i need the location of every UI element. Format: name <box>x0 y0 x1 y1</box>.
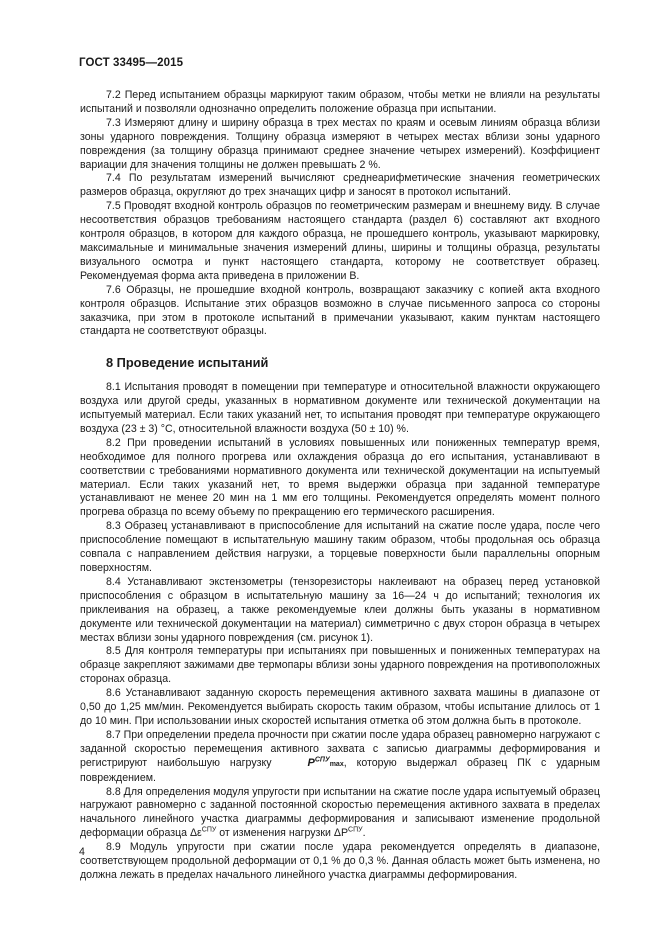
paragraph-8-1: 8.1 Испытания проводят в помещении при температуре и относительной влажности окружающего воздуха или другой среды, указанных в нормативном документе или технической документации на испытуемый материал. Если таких указаний нет, то испытания проводят при температуре окружающего воздуха (23 ± 3) °С, относительной влажности воздуха (50 ± 10) %. <box>80 381 600 435</box>
paragraph-8-9: 8.9 Модуль упругости при сжатии после удара рекомендуется определять в диапазоне, соответствующем продольной деформации от 0,1 % до 0,3 %. Данная область может быть изменена, но должна лежать в пределах начального линейного участка диаграммы деформирования. <box>80 841 600 881</box>
paragraph-8-8-text-c: . <box>362 827 366 840</box>
paragraph-8-8-text-a: 8.8 Для определения модуля упругости при испытании на сжатие после удара испытуемый образец нагружают равномерно с заданной постоянной скоростью перемещения активного захвата в пределах начального линейного участка диаграммы деформирования и записывают изменение продольной деформации образца Δε <box>80 785 600 840</box>
paragraph-8-7-text-a: 8.7 При определении предела прочности при сжатии после удара образец равномерно нагружают с заданной скоростью перемещения активного захвата с записью диаграммы деформирования и регистрируют наибольшую нагрузку <box>80 728 600 769</box>
max-load-symbol <box>282 757 344 772</box>
paragraph-8-7 <box>80 729 600 786</box>
paragraph-7-3: 7.3 Измеряют длину и ширину образца в трех местах по краям и осевым линиям образца вблизи зоны ударного повреждения. Толщину образца измеряют в четырех местах вблизи зоны ударного повреждения (за толщину образца принимают среднее значение четырех измерений). Коэффициент вариации для значения толщины не должен превышать 2 %. <box>80 116 600 171</box>
paragraph-8-8 <box>80 786 600 842</box>
page-number: 4 <box>79 846 85 858</box>
paragraph-8-4: 8.4 Устанавливают экстензометры (тензорезисторы наклеивают на образец перед установкой приспособления с образцом в испытательную машину за 16—24 ч до испытаний; технология их приклеивания на образец, а также рекомендуемые клеи должны быть указаны в нормативном документе или технической документации на материал) симметрично с двух сторон образца в четырех местах вблизи зоны ударного повреждения (см. рисунок 1). <box>80 575 600 644</box>
strain-superscript: СПУ <box>201 826 217 834</box>
paragraph-7-5: 7.5 Проводят входной контроль образцов по геометрическим размерам и внешнему виду. В случае несоответствия образцов требованиям настоящего стандарта (раздел 6) составляют акт входного контроля образцов, в котором для каждого образца, не прошедшего контроль, указывают маркировку, максимальные и минимальные значения измерений длины, ширины и толщины образца, результаты визуального осмотра и пункт настоящего стандарта, которому не соответствует образец. Рекомендуемая форма акта приведена в приложении В. <box>80 200 600 282</box>
max-load-symbol-sub: max <box>329 760 344 768</box>
max-load-symbol-sup: СПУ <box>314 756 330 764</box>
paragraph-8-6: 8.6 Устанавливают заданную скорость перемещения активного захвата машины в диапазоне от 0,50 до 1,25 мм/мин. Рекомендуется выбирать скорость таким образом, чтобы испытание длилось от 1 до 10 мин. При использовании иных скоростей испытания отметка об этом должна быть в протоколе. <box>80 687 600 727</box>
paragraph-7-4: 7.4 По результатам измерений вычисляют среднеарифметические значения геометрических размеров образца, округляют до трех значащих цифр и заносят в протокол испытаний. <box>80 172 600 199</box>
document-body <box>80 89 600 883</box>
max-load-symbol-letter: P <box>307 756 315 769</box>
paragraph-8-7-text-b: , которую выдержал образец ПК с ударным повреждением. <box>80 756 600 784</box>
paragraph-7-6: 7.6 Образцы, не прошедшие входной контроль, возвращают заказчику с копией акта входного контроля образцов. Испытание этих образцов возможно в случае письменного запроса со стороны заказчика, при этом в протоколе испытаний в примечании указывают, каким пунктам настоящего стандарта не соответствуют образцы. <box>80 283 600 338</box>
paragraph-8-3: 8.3 Образец устанавливают в приспособление для испытаний на сжатие после удара, после чего приспособление помещают в испытательную машину таким образом, чтобы продольная ось образца совпала с направлением действия нагрузки, а торцевые поверхности были параллельны опорным поверхностям. <box>80 520 600 574</box>
load-superscript: СПУ <box>348 826 363 834</box>
paragraph-8-8-text-b: от изменения нагрузки ΔP <box>216 827 349 840</box>
paragraph-8-2: 8.2 При проведении испытаний в условиях повышенных или пониженных температур время, необходимое для полного прогрева или охлаждения образца до его испытания, устанавливают в соответствии с требованиями нормативного документа или технической документации на испытуемый материал. Если таких указаний нет, то время выдержки образца при заданной температуре устанавливают не менее 20 мин на 1 мм его толщины. Рекомендуется определять момент полного прогрева образца по всему объему по прекращению его термического расширения. <box>80 436 600 519</box>
section-8-title: 8 Проведение испытаний <box>106 355 269 371</box>
paragraph-8-5: 8.5 Для контроля температуры при испытаниях при повышенных и пониженных температурах на образце закрепляют зажимами две термопары вблизи зоны ударного повреждения на противоположных сторонах образца. <box>80 645 600 686</box>
document-header: ГОСТ 33495—2015 <box>79 57 184 69</box>
paragraph-7-2: 7.2 Перед испытанием образцы маркируют таким образом, чтобы метки не влияли на результаты испытаний и позволяли однозначно определить положение образца при испытании. <box>80 89 600 115</box>
